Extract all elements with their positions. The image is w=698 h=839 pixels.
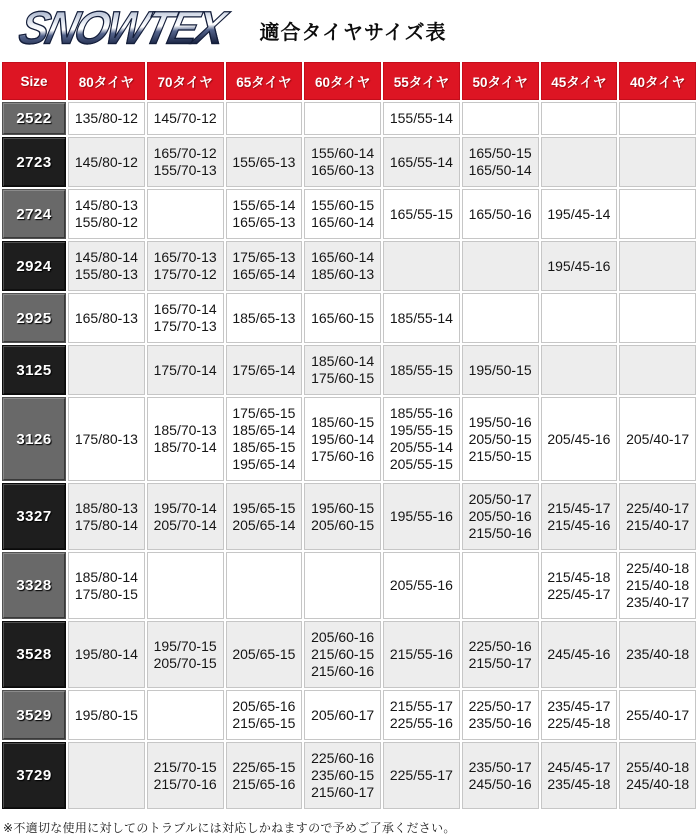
table-row bbox=[2, 102, 696, 135]
tire-size-value: 165/60-14 bbox=[311, 214, 375, 230]
tire-size-cell bbox=[226, 621, 303, 688]
size-cell: 2724 bbox=[2, 189, 66, 239]
tire-size-value: 225/45-18 bbox=[547, 715, 611, 731]
tire-size-value: 175/60-16 bbox=[311, 447, 375, 464]
tire-size-cell bbox=[462, 552, 539, 619]
tire-size-value: 145/70-12 bbox=[153, 110, 217, 126]
table-row bbox=[2, 690, 696, 740]
size-cell: 2522 bbox=[2, 102, 66, 135]
tire-size-cell bbox=[462, 345, 539, 395]
tire-size-value: 165/65-13 bbox=[232, 214, 296, 230]
table-header-row bbox=[2, 62, 696, 100]
column-header-tire: 50タイヤ bbox=[462, 62, 539, 100]
tire-size-value: 155/65-13 bbox=[232, 153, 296, 170]
tire-size-value: 165/70-12 bbox=[153, 145, 217, 161]
tire-size-value: 215/40-18 bbox=[626, 577, 690, 593]
tire-size-cell bbox=[304, 293, 381, 343]
size-cell: 3327 bbox=[2, 483, 66, 550]
tire-size-cell bbox=[226, 293, 303, 343]
tire-size-compatibility-table bbox=[0, 60, 698, 811]
tire-size-value: 195/65-15 bbox=[232, 499, 296, 516]
tire-size-value: 195/45-16 bbox=[547, 257, 611, 274]
size-cell: 3125 bbox=[2, 345, 66, 395]
tire-size-value: 215/40-17 bbox=[626, 516, 690, 533]
tire-size-cell bbox=[304, 137, 381, 187]
tire-size-value: 215/70-16 bbox=[153, 775, 217, 792]
tire-size-cell bbox=[147, 189, 224, 239]
tire-size-value: 145/80-12 bbox=[74, 153, 138, 170]
tire-size-value: 205/50-17 bbox=[468, 491, 532, 507]
tire-size-value: 205/60-17 bbox=[311, 706, 375, 723]
tire-size-value: 225/55-16 bbox=[389, 715, 453, 731]
tire-size-cell bbox=[147, 345, 224, 395]
tire-size-cell bbox=[304, 241, 381, 291]
tire-size-value: 185/65-14 bbox=[232, 422, 296, 438]
tire-size-cell bbox=[68, 621, 145, 688]
table-row bbox=[2, 397, 696, 481]
tire-size-cell bbox=[541, 102, 618, 135]
tire-size-cell bbox=[226, 345, 303, 395]
tire-size-value: 215/55-17 bbox=[389, 698, 453, 714]
tire-size-cell bbox=[147, 483, 224, 550]
tire-size-value: 225/45-17 bbox=[547, 585, 611, 602]
tire-size-value: 135/80-12 bbox=[74, 110, 138, 126]
tire-size-value: 225/40-18 bbox=[626, 560, 690, 576]
tire-size-cell bbox=[147, 102, 224, 135]
tire-size-cell bbox=[462, 483, 539, 550]
tire-size-cell bbox=[619, 102, 696, 135]
tire-size-value: 185/60-13 bbox=[311, 266, 375, 282]
tire-size-cell bbox=[619, 293, 696, 343]
tire-size-cell bbox=[304, 742, 381, 809]
tire-size-cell bbox=[68, 241, 145, 291]
tire-size-value: 205/65-16 bbox=[232, 698, 296, 714]
tire-size-value: 185/55-14 bbox=[389, 309, 453, 326]
tire-size-cell bbox=[383, 621, 460, 688]
tire-size-value: 215/50-17 bbox=[468, 654, 532, 671]
tire-size-value: 195/55-16 bbox=[389, 508, 453, 524]
tire-size-cell bbox=[462, 241, 539, 291]
tire-size-value: 255/40-18 bbox=[626, 758, 690, 775]
tire-size-value: 175/80-13 bbox=[74, 430, 138, 447]
tire-size-cell bbox=[304, 690, 381, 740]
tire-size-value: 205/45-16 bbox=[547, 430, 611, 447]
column-header-tire: 55タイヤ bbox=[383, 62, 460, 100]
tire-size-value: 175/80-14 bbox=[74, 516, 138, 533]
tire-size-value: 195/70-15 bbox=[153, 637, 217, 654]
tire-size-cell bbox=[541, 189, 618, 239]
tire-size-value: 155/60-15 bbox=[311, 197, 375, 213]
tire-size-value: 155/70-13 bbox=[153, 162, 217, 178]
tire-size-value: 185/55-16 bbox=[389, 405, 453, 421]
column-header-tire: 45タイヤ bbox=[541, 62, 618, 100]
tire-size-value: 205/40-17 bbox=[626, 430, 690, 447]
tire-size-cell bbox=[68, 483, 145, 550]
tire-size-cell bbox=[619, 397, 696, 481]
tire-size-value: 235/50-16 bbox=[468, 715, 532, 731]
tire-size-value: 215/45-16 bbox=[547, 516, 611, 533]
tire-size-cell bbox=[147, 690, 224, 740]
tire-size-cell bbox=[462, 397, 539, 481]
tire-size-cell bbox=[147, 397, 224, 481]
tire-size-cell bbox=[383, 137, 460, 187]
column-header-tire: 70タイヤ bbox=[147, 62, 224, 100]
tire-size-cell bbox=[147, 241, 224, 291]
tire-size-cell bbox=[383, 293, 460, 343]
tire-size-value: 155/60-14 bbox=[311, 145, 375, 161]
size-cell: 3328 bbox=[2, 552, 66, 619]
tire-size-cell bbox=[147, 137, 224, 187]
tire-size-value: 165/50-15 bbox=[468, 145, 532, 161]
tire-size-value: 165/50-14 bbox=[468, 162, 532, 178]
tire-size-value: 235/40-18 bbox=[626, 646, 690, 662]
tire-size-cell bbox=[383, 742, 460, 809]
tire-size-value: 205/55-15 bbox=[389, 456, 453, 472]
tire-size-value: 185/55-15 bbox=[389, 361, 453, 378]
size-cell: 2924 bbox=[2, 241, 66, 291]
tire-size-value: 225/50-16 bbox=[468, 637, 532, 654]
tire-size-cell bbox=[619, 241, 696, 291]
tire-size-value: 245/45-17 bbox=[547, 758, 611, 775]
tire-size-value: 215/65-15 bbox=[232, 715, 296, 731]
tire-size-value: 205/55-14 bbox=[389, 439, 453, 455]
tire-size-value: 225/65-15 bbox=[232, 758, 296, 775]
table-row bbox=[2, 552, 696, 619]
tire-size-value: 175/80-15 bbox=[74, 585, 138, 602]
tire-size-cell bbox=[304, 397, 381, 481]
tire-size-value: 165/60-14 bbox=[311, 249, 375, 265]
tire-size-cell bbox=[383, 241, 460, 291]
tire-size-cell bbox=[383, 552, 460, 619]
tire-size-value: 185/70-14 bbox=[153, 439, 217, 455]
tire-size-cell bbox=[226, 690, 303, 740]
tire-size-cell bbox=[226, 137, 303, 187]
tire-size-cell bbox=[68, 690, 145, 740]
tire-size-cell bbox=[304, 621, 381, 688]
tire-size-value: 155/55-14 bbox=[389, 110, 453, 126]
tire-size-value: 225/60-16 bbox=[311, 750, 375, 766]
tire-size-value: 155/80-13 bbox=[74, 266, 138, 282]
tire-size-value: 205/65-15 bbox=[232, 646, 296, 662]
tire-size-value: 185/60-15 bbox=[311, 413, 375, 430]
table-row bbox=[2, 621, 696, 688]
tire-size-value: 145/80-13 bbox=[74, 197, 138, 213]
tire-size-cell bbox=[304, 102, 381, 135]
tire-size-cell bbox=[541, 293, 618, 343]
tire-size-value: 215/70-15 bbox=[153, 758, 217, 775]
tire-size-value: 215/60-15 bbox=[311, 646, 375, 662]
tire-size-cell bbox=[462, 137, 539, 187]
tire-size-value: 205/65-14 bbox=[232, 516, 296, 533]
tire-size-value: 195/60-15 bbox=[311, 499, 375, 516]
tire-size-cell bbox=[383, 102, 460, 135]
tire-size-cell bbox=[226, 189, 303, 239]
tire-size-value: 195/50-15 bbox=[468, 361, 532, 378]
column-header-size: Size bbox=[2, 62, 66, 100]
tire-size-value: 175/70-13 bbox=[153, 318, 217, 334]
tire-size-value: 205/70-14 bbox=[153, 516, 217, 533]
tire-size-cell bbox=[462, 621, 539, 688]
tire-size-value: 165/80-13 bbox=[74, 309, 138, 326]
table-row bbox=[2, 293, 696, 343]
tire-size-cell bbox=[383, 690, 460, 740]
tire-size-cell bbox=[304, 552, 381, 619]
tire-size-cell bbox=[541, 397, 618, 481]
tire-size-value: 215/50-15 bbox=[468, 447, 532, 464]
tire-size-cell bbox=[68, 742, 145, 809]
tire-size-cell bbox=[226, 397, 303, 481]
tire-size-value: 205/50-16 bbox=[468, 508, 532, 524]
tire-size-cell bbox=[462, 293, 539, 343]
tire-size-value: 215/65-16 bbox=[232, 775, 296, 792]
tire-size-value: 195/80-14 bbox=[74, 646, 138, 662]
tire-size-value: 205/50-15 bbox=[468, 430, 532, 447]
tire-size-value: 245/40-18 bbox=[626, 775, 690, 792]
tire-size-value: 205/60-16 bbox=[311, 629, 375, 645]
column-header-tire: 65タイヤ bbox=[226, 62, 303, 100]
tire-size-value: 165/50-16 bbox=[468, 205, 532, 222]
tire-size-cell bbox=[68, 137, 145, 187]
tire-size-value: 215/45-17 bbox=[547, 499, 611, 516]
tire-size-value: 215/50-16 bbox=[468, 525, 532, 541]
page-header bbox=[0, 0, 698, 60]
table-row bbox=[2, 345, 696, 395]
table-row bbox=[2, 137, 696, 187]
tire-size-cell bbox=[383, 189, 460, 239]
column-header-tire: 40タイヤ bbox=[619, 62, 696, 100]
size-cell: 3529 bbox=[2, 690, 66, 740]
tire-size-cell bbox=[462, 742, 539, 809]
footnote: ※不適切な使用に対してのトラブルには対応しかねますので予めご了承ください。 bbox=[3, 821, 456, 835]
tire-size-cell bbox=[619, 345, 696, 395]
tire-size-cell bbox=[147, 552, 224, 619]
tire-size-value: 195/80-15 bbox=[74, 706, 138, 723]
tire-size-value: 185/80-14 bbox=[74, 568, 138, 585]
tire-size-cell bbox=[541, 345, 618, 395]
tire-size-value: 225/55-17 bbox=[389, 767, 453, 783]
tire-size-value: 225/50-17 bbox=[468, 698, 532, 714]
tire-size-cell bbox=[68, 397, 145, 481]
tire-size-value: 165/55-15 bbox=[389, 205, 453, 222]
tire-size-cell bbox=[304, 483, 381, 550]
tire-size-value: 175/60-15 bbox=[311, 370, 375, 386]
tire-size-cell bbox=[462, 189, 539, 239]
tire-size-cell bbox=[619, 483, 696, 550]
tire-size-value: 215/60-17 bbox=[311, 784, 375, 800]
tire-size-value: 215/55-16 bbox=[389, 646, 453, 662]
tire-size-cell bbox=[226, 241, 303, 291]
tire-size-value: 155/80-12 bbox=[74, 214, 138, 230]
tire-size-value: 195/50-16 bbox=[468, 413, 532, 430]
tire-size-cell bbox=[619, 690, 696, 740]
tire-size-value: 175/65-15 bbox=[232, 405, 296, 421]
tire-size-value: 195/70-14 bbox=[153, 499, 217, 516]
tire-size-value: 235/45-17 bbox=[547, 698, 611, 714]
size-cell: 2925 bbox=[2, 293, 66, 343]
column-header-tire: 60タイヤ bbox=[304, 62, 381, 100]
tire-size-cell bbox=[541, 690, 618, 740]
tire-size-cell bbox=[541, 241, 618, 291]
tire-size-value: 185/65-13 bbox=[232, 309, 296, 326]
tire-size-value: 255/40-17 bbox=[626, 706, 690, 723]
tire-size-value: 165/70-14 bbox=[153, 301, 217, 317]
tire-size-cell bbox=[541, 137, 618, 187]
tire-size-value: 205/55-16 bbox=[389, 577, 453, 593]
table-row bbox=[2, 189, 696, 239]
tire-size-cell bbox=[68, 345, 145, 395]
tire-size-value: 245/45-16 bbox=[547, 646, 611, 662]
tire-size-cell bbox=[619, 621, 696, 688]
tire-size-value: 215/60-16 bbox=[311, 663, 375, 679]
tire-size-cell bbox=[304, 189, 381, 239]
tire-size-cell bbox=[226, 483, 303, 550]
tire-size-cell bbox=[541, 552, 618, 619]
size-cell: 3528 bbox=[2, 621, 66, 688]
tire-size-cell bbox=[147, 621, 224, 688]
tire-size-value: 165/60-13 bbox=[311, 162, 375, 178]
tire-size-cell bbox=[383, 397, 460, 481]
tire-size-value: 185/80-13 bbox=[74, 499, 138, 516]
tire-size-cell bbox=[462, 690, 539, 740]
tire-size-cell bbox=[147, 293, 224, 343]
tire-size-cell bbox=[68, 102, 145, 135]
tire-size-value: 245/50-16 bbox=[468, 775, 532, 792]
tire-size-cell bbox=[619, 189, 696, 239]
tire-size-value: 165/70-13 bbox=[153, 249, 217, 265]
tire-size-cell bbox=[462, 102, 539, 135]
tire-size-value: 145/80-14 bbox=[74, 249, 138, 265]
tire-size-value: 165/65-14 bbox=[232, 266, 296, 282]
column-header-tire: 80タイヤ bbox=[68, 62, 145, 100]
tire-size-value: 175/65-14 bbox=[232, 361, 296, 378]
tire-size-cell bbox=[226, 102, 303, 135]
page-title: 適合タイヤサイズ表 bbox=[259, 21, 447, 44]
tire-size-cell bbox=[541, 742, 618, 809]
tire-size-cell bbox=[619, 137, 696, 187]
tire-size-cell bbox=[541, 621, 618, 688]
tire-size-cell bbox=[541, 483, 618, 550]
tire-size-value: 195/45-14 bbox=[547, 205, 611, 222]
tire-size-cell bbox=[304, 345, 381, 395]
table-row bbox=[2, 483, 696, 550]
tire-size-value: 205/70-15 bbox=[153, 654, 217, 671]
tire-size-value: 235/45-18 bbox=[547, 775, 611, 792]
size-cell: 2723 bbox=[2, 137, 66, 187]
tire-size-value: 175/70-14 bbox=[153, 361, 217, 378]
tire-size-value: 175/65-13 bbox=[232, 249, 296, 265]
size-cell: 3729 bbox=[2, 742, 66, 809]
tire-size-cell bbox=[383, 483, 460, 550]
tire-size-cell bbox=[68, 293, 145, 343]
tire-size-cell bbox=[619, 552, 696, 619]
tire-size-value: 185/65-15 bbox=[232, 439, 296, 455]
size-cell: 3126 bbox=[2, 397, 66, 481]
tire-size-value: 205/60-15 bbox=[311, 516, 375, 533]
tire-size-value: 165/55-14 bbox=[389, 153, 453, 170]
tire-size-value: 225/40-17 bbox=[626, 499, 690, 516]
tire-size-value: 235/50-17 bbox=[468, 758, 532, 775]
tire-size-value: 195/55-15 bbox=[389, 422, 453, 438]
tire-size-value: 215/45-18 bbox=[547, 568, 611, 585]
tire-size-value: 185/60-14 bbox=[311, 353, 375, 369]
tire-size-cell bbox=[226, 742, 303, 809]
tire-size-cell bbox=[619, 742, 696, 809]
snowtex-logo: SNOWTEX bbox=[10, 4, 236, 57]
tire-size-value: 235/60-15 bbox=[311, 767, 375, 783]
tire-size-value: 175/70-12 bbox=[153, 266, 217, 282]
tire-size-cell bbox=[147, 742, 224, 809]
tire-size-value: 165/60-15 bbox=[311, 309, 375, 326]
tire-size-cell bbox=[68, 189, 145, 239]
tire-size-value: 195/65-14 bbox=[232, 456, 296, 472]
tire-size-value: 185/70-13 bbox=[153, 422, 217, 438]
tire-size-cell bbox=[383, 345, 460, 395]
tire-size-cell bbox=[226, 552, 303, 619]
tire-size-value: 235/40-17 bbox=[626, 594, 690, 610]
tire-size-value: 195/60-14 bbox=[311, 430, 375, 447]
table-row bbox=[2, 241, 696, 291]
tire-size-value: 155/65-14 bbox=[232, 197, 296, 213]
table-row bbox=[2, 742, 696, 809]
tire-size-cell bbox=[68, 552, 145, 619]
